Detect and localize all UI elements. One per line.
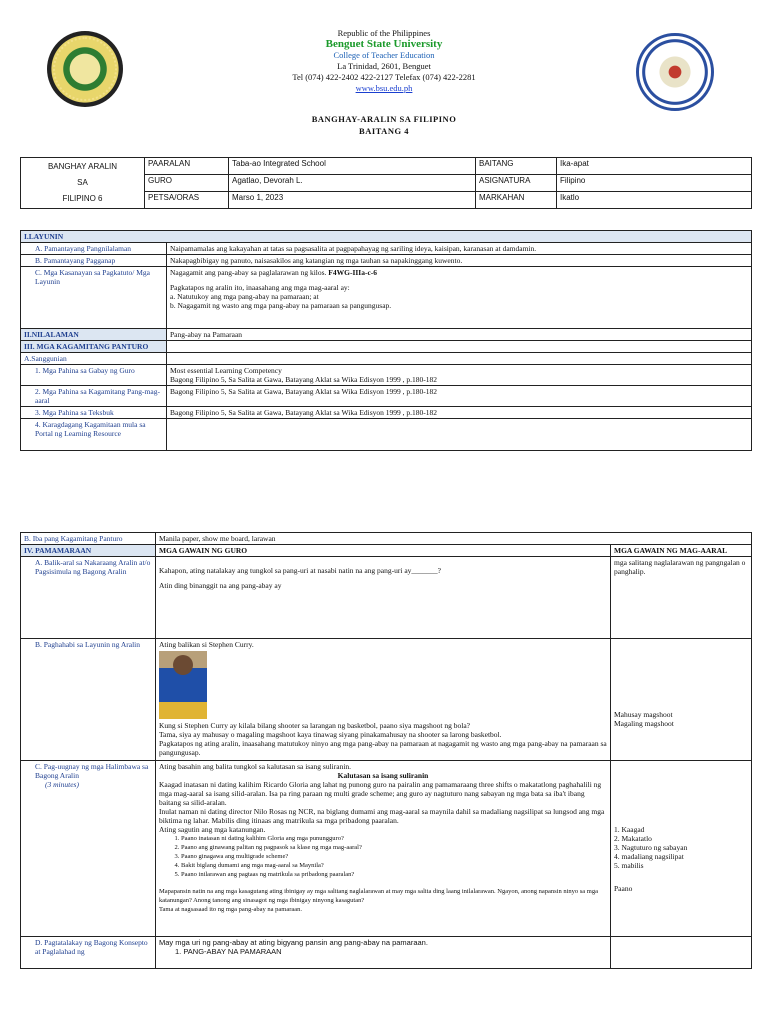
row-label: 3. Mga Pahina sa Teksbuk: [21, 407, 167, 419]
row-value: Bagong Filipino 5, Sa Salita at Gawa, Batayang Aklat sa Wika Edisyon 1999 , p.180-182: [167, 386, 752, 407]
row-label: B. Iba pang Kagamitang Panturo: [21, 533, 156, 545]
grade-title: BAITANG 4: [359, 126, 409, 136]
objective-a: a. Natutukoy ang mga pang-abay na pamaraan; at: [170, 292, 319, 301]
info-key: PAARALAN: [145, 158, 229, 175]
letterhead: [0, 28, 768, 94]
activity-text: 1. PANG-ABAY NA PAMARAAN: [175, 947, 282, 956]
student-answer: [611, 937, 752, 969]
row-value-objectives: [167, 267, 752, 329]
activity-text: Mapapansin natin na ang mga kasagutang ating ibinigay ay mga salitang naglalarawan at may mga salita ding laang inilalarawan. Ngayon, anong napansin ninyo sa mga katanungan? Anong tanong ang sinasagot ng mga ibinigay ninyong kasagutan?: [159, 888, 598, 904]
activity-text: Kahapon, ating natalakay ang tungkol sa pang-uri at nasabi natin na ang pang-uri ay_______?: [159, 566, 441, 575]
row-value: Bagong Filipino 5, Sa Salita at Gawa, Batayang Aklat sa Wika Edisyon 1999 , p.180-182: [167, 407, 752, 419]
activity-text: Kung si Stephen Curry ay kilala bilang shooter sa larangan ng basketbol, paano siya magshoot ng bola?: [159, 721, 470, 730]
student-answer: [611, 761, 752, 937]
time-note: (3 minutes): [45, 780, 79, 789]
row-value: [167, 341, 752, 353]
question-item: 3. Paano ginagawa ang multigrade scheme?: [181, 852, 607, 861]
activity-text: Ating sagutin ang mga katanungan.: [159, 825, 266, 834]
plan-label-line: BANGHAY ARALIN: [47, 162, 118, 171]
question-item: 5. Paano inilarawan ang pagtaas ng matrikula sa pribadong paaralan?: [181, 870, 607, 879]
reference-text: Bagong Filipino 5, Sa Salita at Gawa, Batayang Aklat sa Wika Edisyon 1999 , p.180-182: [170, 375, 438, 384]
section-nilalaman: II.NILALAMAN: [21, 329, 167, 341]
info-value: Marso 1, 2023: [229, 192, 476, 209]
story-paragraph: Kaagad inatasan ni dating kalihim Ricardo Gloria ang lahat ng punong guro na pairalin ang pamamaraang three shifts o makatatlong paghahalili ng mga mag-aaral sa isang silid-aralan. Isa pa ring paraan ng multi grade scheme; ang guro ay nagtuturo nang sabayan ng mga bata sa iba't ibang baitang sa silid-aralan.: [159, 780, 602, 807]
info-key: PETSA/ORAS: [145, 192, 229, 209]
guro-activity: [156, 557, 611, 639]
answer-text: 3. Nagtuturo ng sabayan: [614, 843, 688, 852]
row-label: B. Paghahabi sa Layunin ng Aralin: [21, 639, 156, 761]
republic-text: Republic of the Philippines: [337, 28, 431, 38]
activity-text: Atin ding binanggit na ang pang-abay ay: [159, 581, 282, 590]
row-value: Pang-abay na Pamaraan: [167, 329, 752, 341]
tel-text: Tel (074) 422-2402 422-2127 Telefax (074) 422-2281: [292, 72, 476, 82]
answer-text: Paano: [614, 884, 633, 893]
answer-text: 5. mabilis: [614, 861, 644, 870]
lesson-plan-title: BANGHAY-ARALIN SA FILIPINO: [311, 114, 457, 124]
row-label-text: C. Pag-uugnay ng mga Halimbawa sa Bagong Aralin: [35, 762, 149, 780]
section-kagamitan: III. MGA KAGAMITANG PANTURO: [21, 341, 167, 353]
guro-activity: [156, 639, 611, 761]
row-value: [167, 353, 752, 365]
info-value: Ikatlo: [557, 192, 752, 209]
activity-text: Ating balikan si Stephen Curry.: [159, 640, 254, 649]
question-item: 4. Bakit biglang dumami ang mga mag-aaral sa Maynila?: [181, 861, 607, 870]
col-guro: MGA GAWAIN NG GURO: [156, 545, 611, 557]
row-value: Naipamamalas ang kakayahan at tatas sa pagsasalita at pagpapahayag ng sariling ideya, kaisipan, karanasan at damdamin.: [167, 243, 752, 255]
info-key: ASIGNATURA: [476, 175, 557, 192]
row-label: 2. Mga Pahina sa Kagamitang Pang-mag-aaral: [21, 386, 167, 407]
website-link[interactable]: www.bsu.edu.ph: [355, 83, 413, 93]
row-label: 1. Mga Pahina sa Gabay ng Guro: [21, 365, 167, 386]
skill-code: F4WG-IIIa-c-6: [328, 268, 378, 277]
answer-text: Magaling magshoot: [614, 719, 674, 728]
reference-text: Most essential Learning Competency: [170, 366, 282, 375]
student-answer: [611, 639, 752, 761]
answer-text: 4. madaliang nagsilipat: [614, 852, 684, 861]
college-name: College of Teacher Education: [333, 50, 435, 60]
info-value: Filipino: [557, 175, 752, 192]
guro-activity: [156, 761, 611, 937]
row-label: A. Pamantayang Pangnilalaman: [21, 243, 167, 255]
section-layunin: I.LAYUNIN: [21, 231, 752, 243]
activity-text: Tama at nagsasaad ito ng mga pang-abay na pamaraan.: [159, 906, 303, 913]
info-key: MARKAHAN: [476, 192, 557, 209]
col-magaaral: MGA GAWAIN NG MAG-AARAL: [611, 545, 752, 557]
row-value: Manila paper, show me board, larawan: [156, 533, 752, 545]
answer-text: 2. Makatatlo: [614, 834, 652, 843]
row-value: [167, 365, 752, 386]
story-title: Kalutasan sa isang suliranin: [337, 771, 429, 780]
question-item: 1. Paano inatasan ni dating kalihim Gloria ang mga punungguro?: [181, 834, 607, 843]
student-answer: mga salitang naglalarawan ng pangngalan o panghalip.: [611, 557, 752, 639]
question-item: 2. Paano ang ginawang palitan ng pagpasok sa klase ng mga mag-aaral?: [181, 843, 607, 852]
info-key: BAITANG: [476, 158, 557, 175]
story-paragraph: Inulat naman ni dating director Nilo Rosas ng NCR, na biglang dumami ang mag-aaral sa maynila dahil sa madaliang nagsilipat sa lungsod ang mga biktima ng lahar. Mabilis ding itinaas ang matrikula sa mga pribadong paaralan.: [159, 807, 605, 825]
plan-label-line: FILIPINO 6: [62, 194, 103, 203]
row-label: [21, 761, 156, 937]
sanggunian-label: A.Sanggunian: [21, 353, 167, 365]
info-table: [20, 157, 752, 209]
guro-activity: [156, 937, 611, 969]
row-label: B. Pamantayang Pagganap: [21, 255, 167, 267]
plan-label-line: SA: [77, 178, 88, 187]
row-label: A. Balik-aral sa Nakaraang Aralin at/o Pagsisimula ng Bagong Aralin: [21, 557, 156, 639]
row-value: Nakapagbibigay ng panuto, naisasakilos ang katangian ng mga tauhan sa napakinggang kuwento.: [167, 255, 752, 267]
objectives-table: [20, 230, 752, 451]
plan-label-cell: [21, 158, 145, 209]
info-value: Ika-apat: [557, 158, 752, 175]
objective-intro: Pagkatapos ng aralin ito, inaasahang ang mga mag-aaral ay:: [170, 283, 350, 292]
answer-text: Mahusay magshoot: [614, 710, 673, 719]
activity-text: Pagkatapos ng ating aralin, inaasahang matutukoy ninyo ang mga pang-abay na pamaraan at nagagamit ng wasto ang mga pang-abay na pamaraan sa pangungusap.: [159, 739, 607, 757]
section-pamamaraan: IV. PAMAMARAAN: [21, 545, 156, 557]
row-label: C. Mga Kasanayan sa Pagkatuto/ Mga Layunin: [21, 267, 167, 329]
row-label: 4. Karagdagang Kagamitaan mula sa Portal ng Learning Resource: [21, 419, 167, 451]
info-key: GURO: [145, 175, 229, 192]
info-value: Taba-ao Integrated School: [229, 158, 476, 175]
activity-text: May mga uri ng pang-abay at ating bigyang pansin ang pang-abay na pamaraan.: [159, 938, 428, 947]
activity-text: Ating basahin ang balita tungkol sa kalutasan sa isang suliranin.: [159, 762, 352, 771]
row-label: D. Pagtatalakay ng Bagong Konsepto at Paglalahad ng: [21, 937, 156, 969]
objective-b: b. Nagagamit ng wasto ang mga pang-abay na pamaraan sa pangungusap.: [170, 301, 392, 310]
skill-text: Nagagamit ang pang-abay sa paglalarawan ng kilos.: [170, 268, 327, 277]
procedure-table: [20, 532, 752, 969]
activity-text: Tama, siya ay mahusay o magaling magshoot kaya tinawag siyang pinakamahusay na shooter sa larong basketbol.: [159, 730, 502, 739]
university-name: Benguet State University: [325, 38, 443, 50]
answer-text: 1. Kaagad: [614, 825, 645, 834]
row-value: [167, 419, 752, 451]
info-value: Agatlao, Devorah L.: [229, 175, 476, 192]
address-text: La Trinidad, 2601, Benguet: [337, 61, 431, 71]
stephen-curry-photo: [159, 651, 207, 719]
